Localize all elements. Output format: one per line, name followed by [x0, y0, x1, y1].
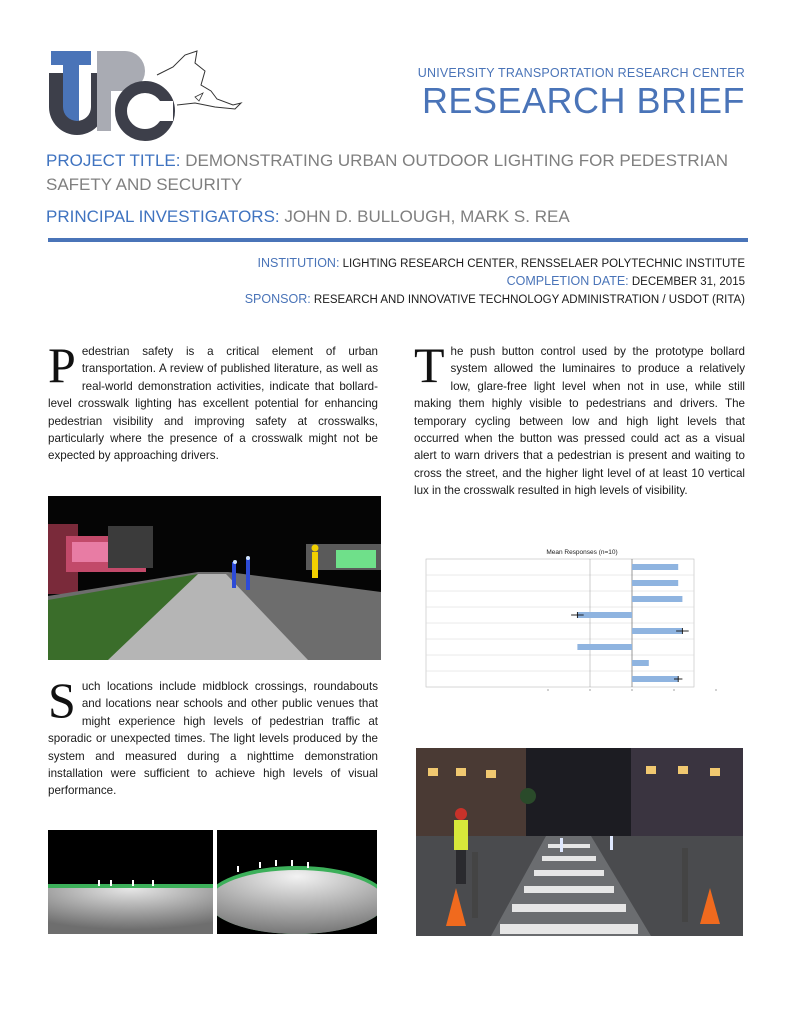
chart-bar: [632, 564, 678, 570]
street-rendering-image: [48, 496, 381, 660]
chart-bar: [632, 580, 678, 586]
utrc-logo: [45, 45, 245, 141]
completion-value: DECEMBER 31, 2015: [631, 276, 745, 288]
center-name: UNIVERSITY TRANSPORTATION RESEARCH CENTER: [417, 66, 745, 80]
paragraph-push-button: [414, 337, 745, 500]
bollard-rendering-image-2: [217, 830, 377, 934]
chart-bar: [632, 660, 649, 666]
paragraph-locations: [48, 672, 378, 800]
principal-investigators: [46, 205, 745, 229]
sponsor-value: RESEARCH AND INNOVATIVE TECHNOLOGY ADMINISTRATION / USDOT (RITA): [313, 294, 745, 306]
drop-cap: S: [48, 672, 76, 728]
chart-bar: [632, 676, 678, 682]
completion-line: [507, 274, 745, 288]
project-title-label: PROJECT TITLE:: [46, 151, 181, 170]
institution-value: LIGHTING RESEARCH CENTER, RENSSELAER POLYTECHNIC INSTITUTE: [342, 258, 745, 270]
paragraph-text: edestrian safety is a critical element of urban transportation. A review of published literature, as well as real-world demonstration activities, indicate that bollard-level crosswalk lighting has excellent potential for enhancing pedestrian visibility and improving safety at crosswalks, particularly where the presence of a crosswalk might not be expected by approaching drivers.: [48, 345, 378, 463]
chart-ticks: [548, 689, 716, 691]
drop-cap: P: [48, 337, 76, 393]
paragraph-text: he push button control used by the prototype bollard system allowed the luminaires to produce a relatively low, glare-free light level when not in use, while still making them highly visible to pedestrians and drivers. The temporary cycling between low and high light levels that occurred when the button was pressed could act as a visual alert to warn drivers that a pedestrian is present and waiting to cross the street, and the higher light level of at least 10 vertical lux in the crosswalk resulted in high levels of visibility.: [414, 345, 745, 498]
bollard-rendering-image-1: [48, 830, 213, 934]
chart-title: Mean Responses (n=10): [546, 549, 618, 556]
completion-label: COMPLETION DATE:: [506, 274, 629, 288]
investigators-label: PRINCIPAL INVESTIGATORS:: [46, 207, 280, 226]
drop-cap: T: [414, 337, 445, 393]
sponsor-label: SPONSOR:: [244, 292, 311, 306]
paragraph-intro: [48, 337, 378, 465]
divider-rule: [48, 238, 748, 242]
project-title: [46, 149, 745, 197]
chart-bar: [577, 644, 632, 650]
chart-bar: [632, 596, 682, 602]
mean-responses-chart: [424, 545, 742, 723]
investigators-value: JOHN D. BULLOUGH, MARK S. REA: [284, 207, 570, 226]
paragraph-text: uch locations include midblock crossings, roundabouts and locations near schools and other public venues that might experience high levels of pedestrian traffic at sporadic or unexpected times. The light levels produced by the system and measured during a nighttime demonstration installation were sufficient to achieve high levels of visual performance.: [48, 680, 378, 798]
brief-title: RESEARCH BRIEF: [421, 80, 745, 121]
sponsor-line: [245, 292, 745, 306]
chart-bar: [632, 628, 682, 634]
institution-line: [257, 256, 745, 270]
project-title-value: DEMONSTRATING URBAN OUTDOOR LIGHTING FOR PEDESTRIAN SAFETY AND SECURITY: [46, 151, 728, 194]
institution-label: INSTITUTION:: [257, 256, 340, 270]
crosswalk-demonstration-photo: [416, 748, 743, 936]
chart-bar: [577, 612, 632, 618]
